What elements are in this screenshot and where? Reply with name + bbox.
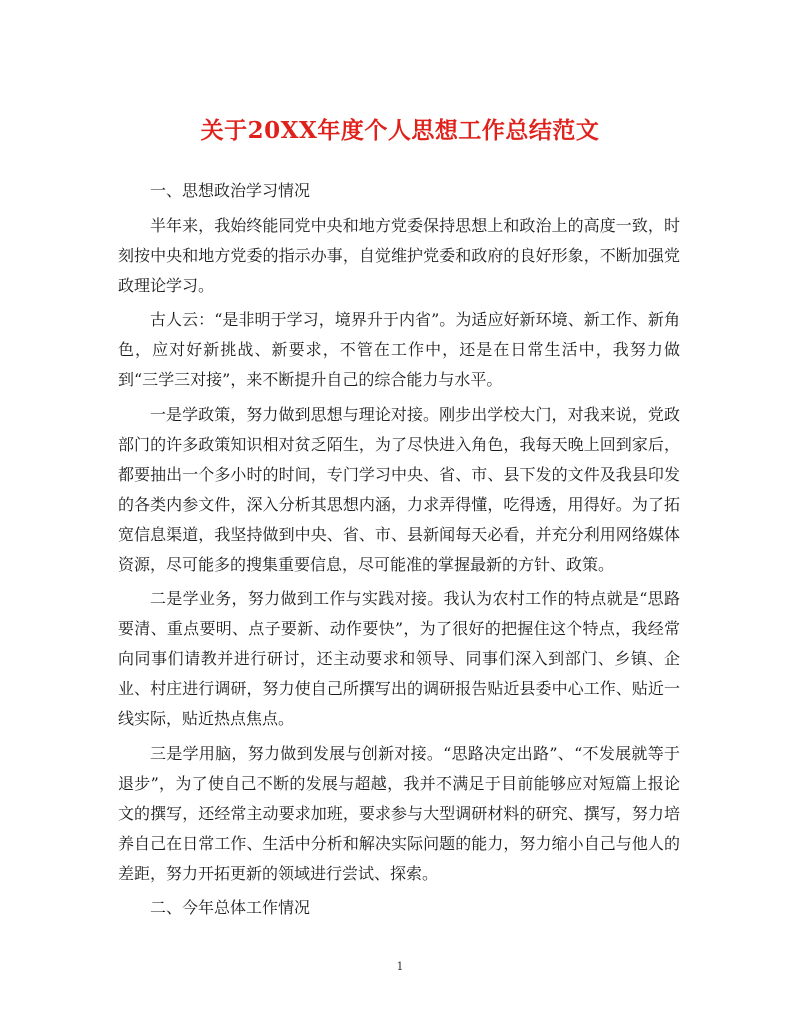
paragraph-1: 半年来，我始终能同党中央和地方党委保持思想上和政治上的高度一致，时刻按中央和地方党委的指示办事，自觉维护党委和政府的良好形象，不断加强党政理论学习。 — [118, 215, 680, 295]
paragraph-2: 古人云：“是非明于学习，境界升于内省”。为适应好新环境、新工作、新角色，应对好新挑战、新要求，不管在工作中，还是在日常生活中，我努力做到“三学三对接”，来不断提升自己的综合能力与水平。 — [118, 310, 680, 389]
document-title: 关于20XX年度个人思想工作总结范文 — [200, 117, 600, 144]
section-heading-1: 一、思想政治学习情况 — [150, 181, 311, 200]
page-number: 1 — [396, 960, 404, 973]
paragraph-5: 三是学用脑，努力做到发展与创新对接。“思路决定出路”、“不发展就等于退步”，为了使自己不断的发展与超越，我并不满足于目前能够应对短篇上报论文的撰写，还经常主动要求加班，要求参与大型调研材料的研究、撰写，努力培养自己在日常工作、生活中分析和解决实际问题的能力，努力缩小自己与他人的差距，努力开拓更新的领域进行尝试、探索。 — [118, 743, 680, 883]
document-body — [118, 176, 680, 928]
section-heading-2: 二、今年总体工作情况 — [150, 898, 311, 917]
paragraph-3: 一是学政策，努力做到思想与理论对接。刚步出学校大门，对我来说，党政部门的许多政策知识相对贫乏陌生，为了尽快进入角色，我每天晚上回到家后，都要抽出一个多小时的时间，专门学习中央、省、市、县下发的文件及我县印发的各类内参文件，深入分析其思想内涵，力求弄得懂，吃得透，用得好。为了拓宽信息渠道，我坚持做到中央、省、市、县新闻每天必看，并充分利用网络媒体资源，尽可能多的搜集重要信息，尽可能准的掌握最新的方针、政策。 — [118, 404, 680, 574]
paragraph-4: 二是学业务，努力做到工作与实践对接。我认为农村工作的特点就是“思路要清、重点要明、点子要新、动作要快”，为了很好的把握住这个特点，我经常向同事们请教并进行研讨，还主动要求和领导、同事们深入到部门、乡镇、企业、村庄进行调研，努力使自己所撰写出的调研报告贴近县委中心工作、贴近一线实际，贴近热点焦点。 — [118, 589, 680, 728]
